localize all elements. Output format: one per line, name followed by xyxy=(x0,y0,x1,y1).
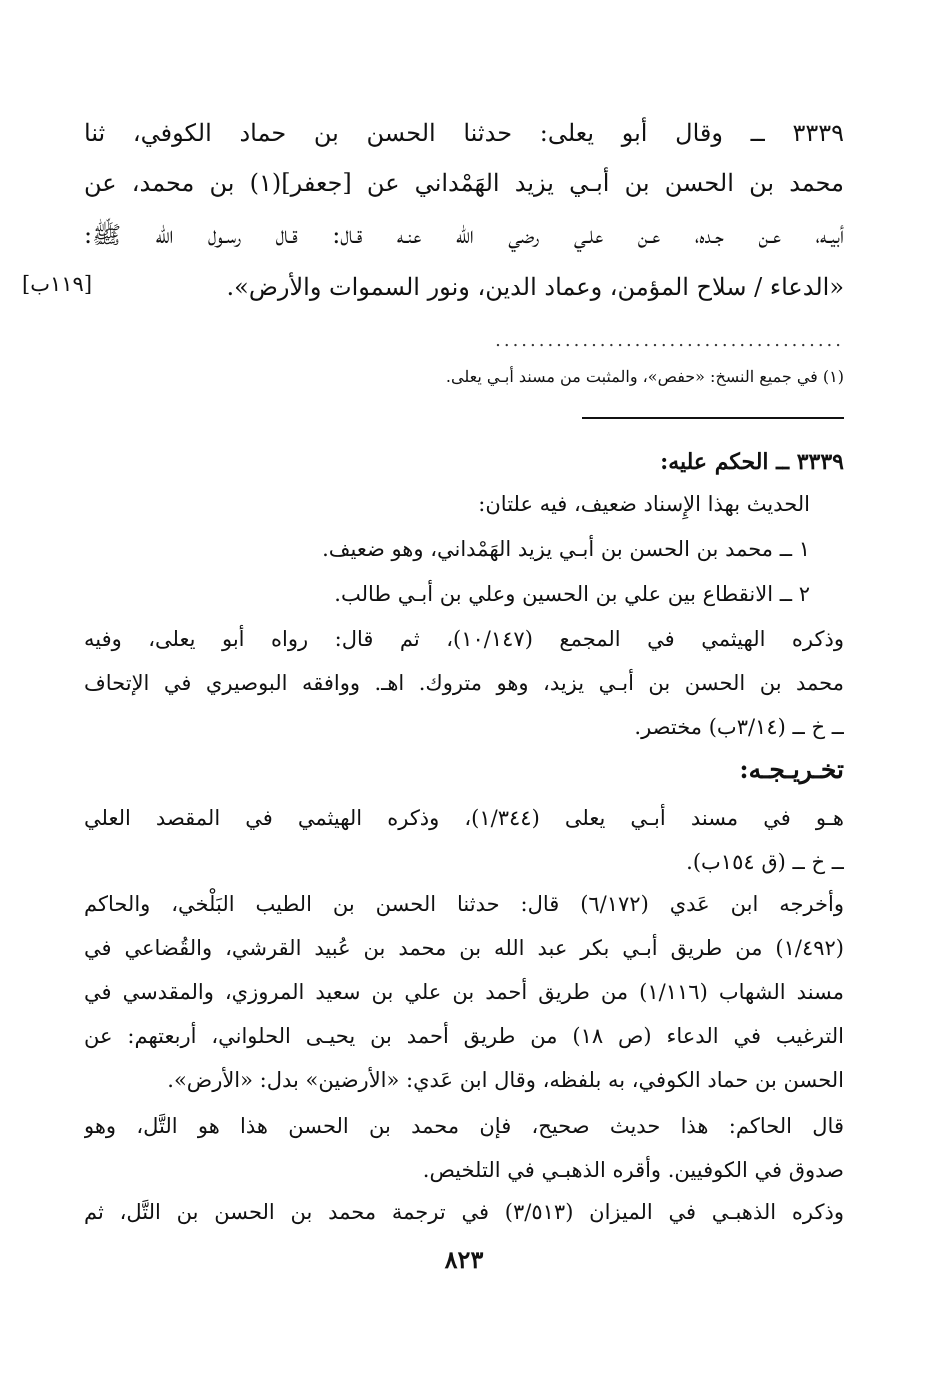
hukm-paragraph-line: وذكره الهيثمي في المجمع (١٠/١٤٧)، ثم قال: رواه أبو يعلى، وفيه xyxy=(84,627,844,651)
footnote: (١) في جميع النسخ: «حفص»، والمثبت من مسند أبـي يعلى. xyxy=(445,367,844,386)
takhrij-paragraph-line: وأخرجه ابن عَدي (٦/١٧٢) قال: حدثنا الحسن بن الطيب البَلْخي، والحاكم xyxy=(84,892,844,916)
takhrij-paragraph-line: هـو في مسند أبـي يعلى (١/٣٤٤)، وذكره الهيثمي في المقصد العلي xyxy=(84,806,844,830)
takhrij-paragraph-line: (١/٤٩٢) من طريق أبـي بكر عبد الله بن محمد بن عُبيد القرشي، والقُضاعي في xyxy=(84,936,844,960)
takhrij-paragraph-line: الحسن بن حماد الكوفي، به بلفظه، وقال ابن عَدي: «الأرضين» بدل: «الأرض». xyxy=(167,1068,844,1092)
dotted-separator: ........................................ xyxy=(495,330,844,351)
hukm-reason-1: ١ ــ محمد بن الحسن بن أبـي يزيد الهَمْداني، وهو ضعيف. xyxy=(322,537,810,561)
hadith-line-4: «الدعاء / سلاح المؤمن، وعماد الدين، ونور السموات والأرض». xyxy=(226,273,844,301)
manuscript-folio-marker: [١١٩ب] xyxy=(22,272,93,296)
takhrij-heading: تخـريـجـه: xyxy=(739,755,844,784)
hukm-reason-2: ٢ ــ الانقطاع بين علي بن الحسين وعلي بن أبـي طالب. xyxy=(334,582,810,606)
hadith-line-3: أبيـه، عـن جـده، عـن علـي رضي الله عنـه قـال: قـال رسـول الله ﷺ: xyxy=(84,221,844,249)
section-divider xyxy=(582,417,844,419)
hukm-paragraph-line: ــ خ ــ (٣/١٤ب) مختصر. xyxy=(634,715,844,739)
hukm-heading: ٣٣٣٩ ــ الحكم عليه: xyxy=(660,449,844,475)
hukm-paragraph-line: محمد بن الحسن بن أبـي يزيد، وهو متروك. اهـ. ووافقه البوصيري في الإتحاف xyxy=(84,671,844,695)
takhrij-paragraph-line: قال الحاكم: هذا حديث صحيح، فإن محمد بن الحسن هذا هو التَّل، وهو xyxy=(84,1114,844,1138)
hadith-line-2: محمد بن الحسن بن أبـي يزيد الهَمْداني عن [جعفر](١) بن محمد، عن xyxy=(84,169,844,197)
page-number: ٨٢٣ xyxy=(444,1245,484,1274)
takhrij-paragraph-line: الترغيب في الدعاء (ص ١٨) من طريق أحمد بن يحيـى الحلواني، أربعتهم: عن xyxy=(84,1024,844,1048)
hukm-intro: الحديث بهذا الإِسناد ضعيف، فيه علتان: xyxy=(478,492,810,516)
takhrij-paragraph-line: صدوق في الكوفيين. وأقره الذهبـي في التلخيص. xyxy=(422,1158,844,1182)
hadith-line-1: ٣٣٣٩ ــ وقال أبو يعلى: حدثنا الحسن بن حماد الكوفي، ثنا xyxy=(84,119,844,147)
takhrij-paragraph-line: مسند الشهاب (١/١١٦) من طريق أحمد بن علي بن سعيد المروزي، والمقدسي في xyxy=(84,980,844,1004)
takhrij-paragraph-line: وذكره الذهبـي في الميزان (٣/٥١٣) في ترجمة محمد بن الحسن بن التَّل، ثم xyxy=(84,1200,844,1224)
takhrij-paragraph-line: ــ خ ــ (ق ١٥٤ب). xyxy=(686,850,844,874)
